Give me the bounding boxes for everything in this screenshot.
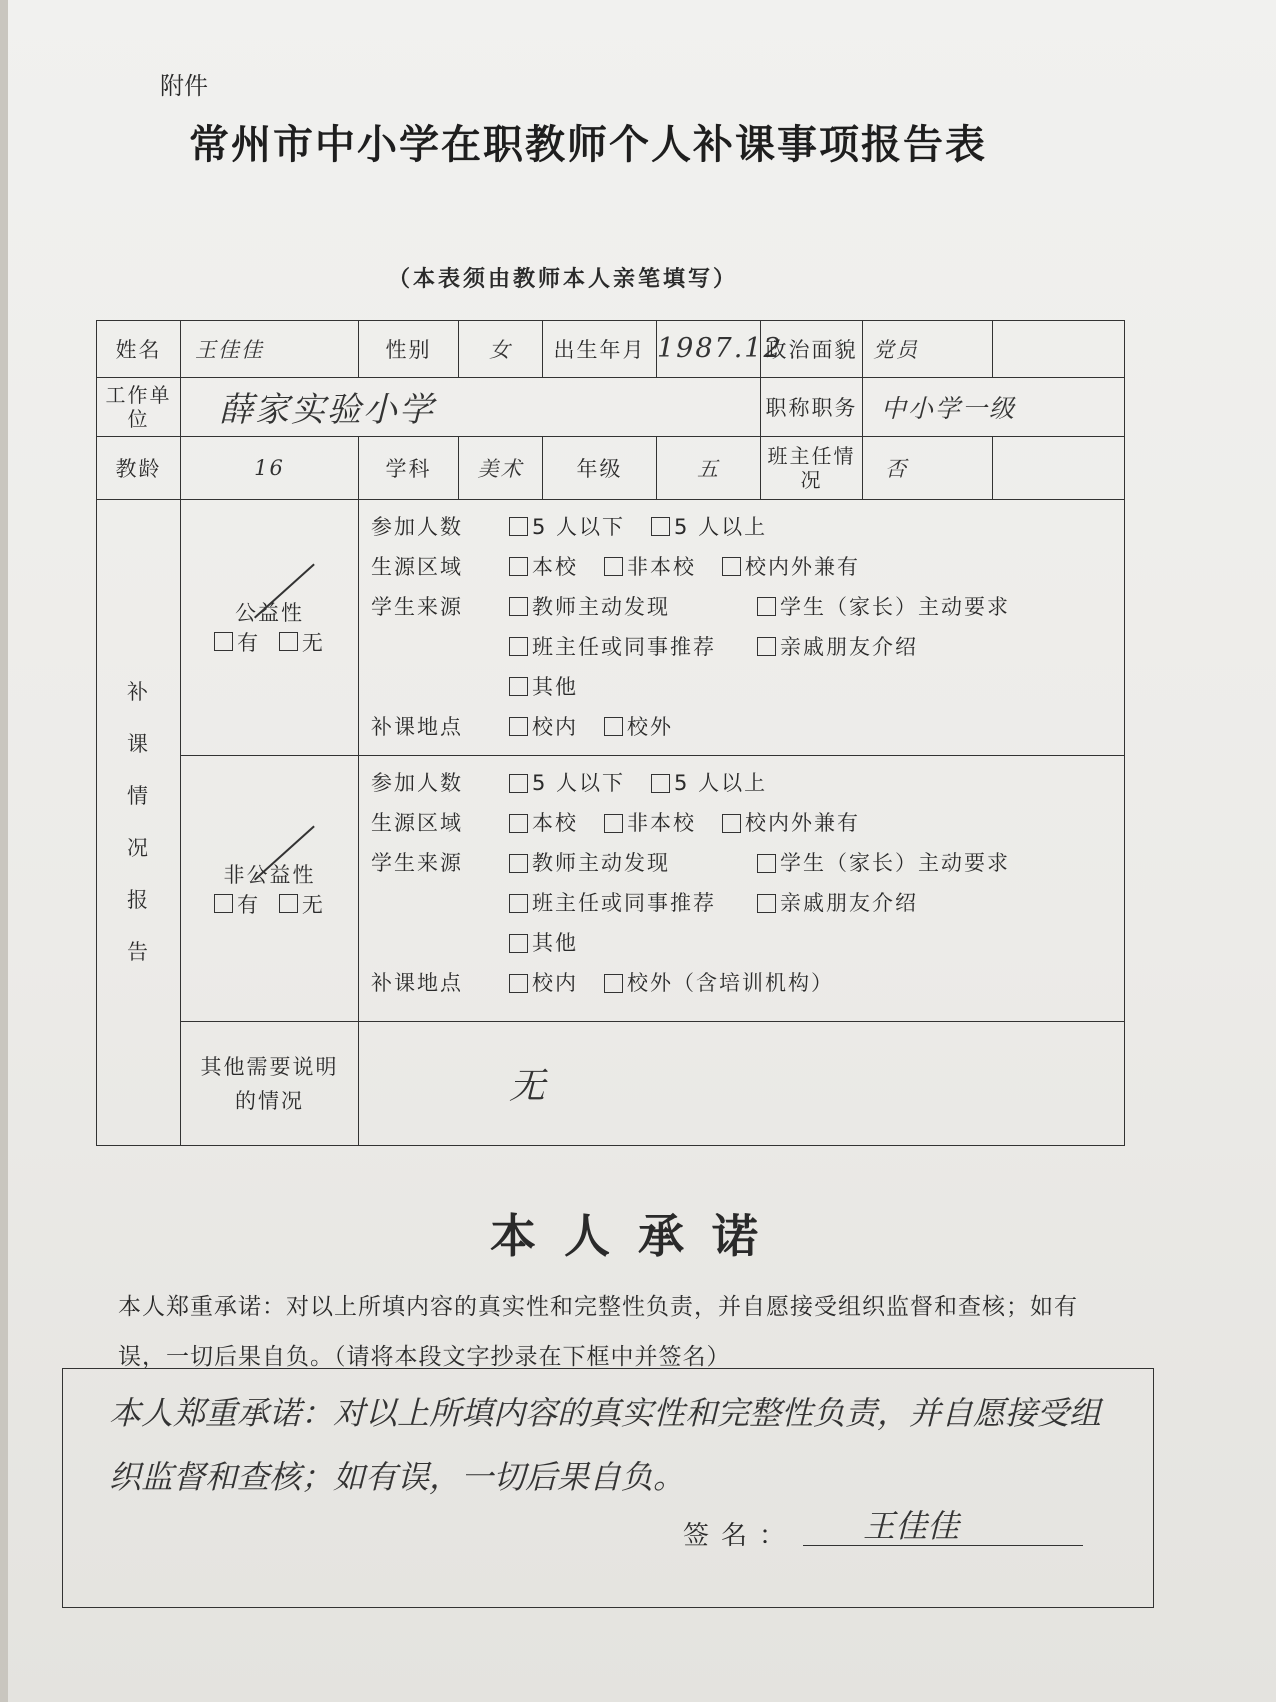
nonpublic-yes-label: 有: [237, 892, 261, 917]
other-value: 无: [359, 1022, 1125, 1146]
checkbox[interactable]: [722, 557, 741, 576]
form-title: 常州市中小学在职教师个人补课事项报告表: [189, 121, 987, 168]
section-char: 课: [127, 732, 150, 757]
option-label: 5 人以上: [674, 514, 768, 539]
option-label: 班主任或同事推荐: [532, 891, 716, 916]
blank-cell: [993, 436, 1125, 499]
subject-value: 美术: [459, 436, 543, 499]
promise-title: 本人承诺: [490, 1209, 786, 1263]
name-label: 姓名: [97, 321, 181, 378]
nonpublic-label: 非公益性: [223, 862, 316, 887]
option-label: 校内: [532, 971, 578, 996]
other-label: 其他需要说明的情况: [181, 1022, 359, 1146]
report-table: [96, 320, 1125, 1146]
handwritten-promise: 本人郑重承诺：对以上所填内容的真实性和完整性负责，并自愿接受组织监督和查核；如有误，一切后果自负。: [109, 1394, 1102, 1496]
option-label: 学生（家长）主动要求: [780, 594, 1010, 619]
count-label: 参加人数: [371, 771, 463, 796]
public-options: [359, 499, 1125, 756]
unit-value: 薛家实验小学: [181, 377, 761, 436]
public-label: 公益性: [235, 601, 304, 626]
section-char: 情: [127, 784, 150, 809]
check-stroke: [254, 564, 355, 664]
section-label: [97, 499, 181, 1145]
checkbox[interactable]: [509, 557, 528, 576]
option-label: 非本校: [627, 811, 696, 836]
region-label: 生源区域: [371, 811, 463, 836]
nonpublic-no-label: 无: [301, 892, 325, 917]
checkbox[interactable]: [509, 717, 528, 736]
checkbox[interactable]: [757, 597, 776, 616]
checkbox[interactable]: [509, 854, 528, 873]
option-label: 亲戚朋友介绍: [780, 891, 918, 916]
signature-label: 签名：: [683, 1521, 798, 1551]
checkbox[interactable]: [509, 894, 528, 913]
check-stroke: [254, 825, 355, 925]
title-value: 中小学一级: [863, 377, 1125, 436]
option-label: 校外（含培训机构）: [627, 971, 834, 996]
checkbox[interactable]: [509, 814, 528, 833]
section-char: 补: [127, 680, 150, 705]
grade-label: 年级: [543, 436, 657, 499]
option-label: 5 人以下: [532, 514, 626, 539]
region-label: 生源区域: [371, 554, 463, 579]
section-char: 况: [127, 836, 150, 861]
place-label: 补课地点: [371, 971, 463, 996]
birth-value: 1987.12: [657, 321, 761, 378]
public-yes-label: 有: [237, 631, 261, 656]
section-char: 报: [127, 888, 150, 913]
nonpublic-options: [359, 756, 1125, 1022]
checkbox[interactable]: [509, 517, 528, 536]
signature: 王佳佳: [863, 1507, 960, 1545]
source-label: 学生来源: [371, 594, 463, 619]
checkbox[interactable]: [757, 894, 776, 913]
public-yes-checkbox[interactable]: [214, 632, 233, 651]
option-label: 校内: [532, 714, 578, 739]
option-label: 校外: [627, 714, 673, 739]
checkbox[interactable]: [509, 677, 528, 696]
option-label: 校内外兼有: [745, 554, 860, 579]
political-value: 党员: [863, 321, 993, 378]
headteacher-label: 班主任情况: [761, 436, 863, 499]
option-label: 班主任或同事推荐: [532, 634, 716, 659]
title-label: 职称职务: [761, 377, 863, 436]
name-value: 王佳佳: [181, 321, 359, 378]
headteacher-value: 否: [863, 436, 993, 499]
nonpublic-cell: [181, 756, 359, 1022]
checkbox[interactable]: [604, 814, 623, 833]
checkbox[interactable]: [757, 637, 776, 656]
option-label: 5 人以上: [674, 771, 768, 796]
option-label: 本校: [532, 811, 578, 836]
place-label: 补课地点: [371, 714, 463, 739]
form-subtitle: （本表须由教师本人亲笔填写）: [388, 267, 739, 292]
option-label: 5 人以下: [532, 771, 626, 796]
checkbox[interactable]: [722, 814, 741, 833]
subject-label: 学科: [359, 436, 459, 499]
public-no-label: 无: [301, 631, 325, 656]
public-cell: [181, 499, 359, 756]
option-label: 校内外兼有: [745, 811, 860, 836]
years-label: 教龄: [97, 436, 181, 499]
option-label: 教师主动发现: [532, 594, 670, 619]
source-label: 学生来源: [371, 851, 463, 876]
blank-cell: [993, 321, 1125, 378]
checkbox[interactable]: [509, 637, 528, 656]
nonpublic-yes-checkbox[interactable]: [214, 894, 233, 913]
promise-text: 本人郑重承诺：对以上所填内容的真实性和完整性负责，并自愿接受组织监督和查核；如有误，一切后果自负。（请将本段文字抄录在下框中并签名）: [118, 1294, 1078, 1370]
gender-label: 性别: [359, 321, 459, 378]
annex-label: 附件: [160, 72, 208, 100]
checkbox[interactable]: [604, 557, 623, 576]
checkbox[interactable]: [509, 597, 528, 616]
checkbox[interactable]: [509, 934, 528, 953]
gender-value: 女: [459, 321, 543, 378]
birth-label: 出生年月: [543, 321, 657, 378]
checkbox[interactable]: [651, 517, 670, 536]
checkbox[interactable]: [651, 774, 670, 793]
grade-value: 五: [657, 436, 761, 499]
option-label: 非本校: [627, 554, 696, 579]
checkbox[interactable]: [509, 774, 528, 793]
unit-label: 工作单位: [97, 377, 181, 436]
checkbox[interactable]: [604, 974, 623, 993]
political-label: 政治面貌: [761, 321, 863, 378]
option-label: 学生（家长）主动要求: [780, 851, 1010, 876]
checkbox[interactable]: [509, 974, 528, 993]
handwritten-copy-box: [62, 1368, 1154, 1608]
section-char: 告: [127, 940, 150, 965]
count-label: 参加人数: [371, 514, 463, 539]
checkbox[interactable]: [757, 854, 776, 873]
checkbox[interactable]: [604, 717, 623, 736]
option-label: 其他: [532, 674, 578, 699]
option-label: 亲戚朋友介绍: [780, 634, 918, 659]
option-label: 教师主动发现: [532, 851, 670, 876]
option-label: 本校: [532, 554, 578, 579]
option-label: 其他: [532, 931, 578, 956]
years-value: 16: [181, 436, 359, 499]
